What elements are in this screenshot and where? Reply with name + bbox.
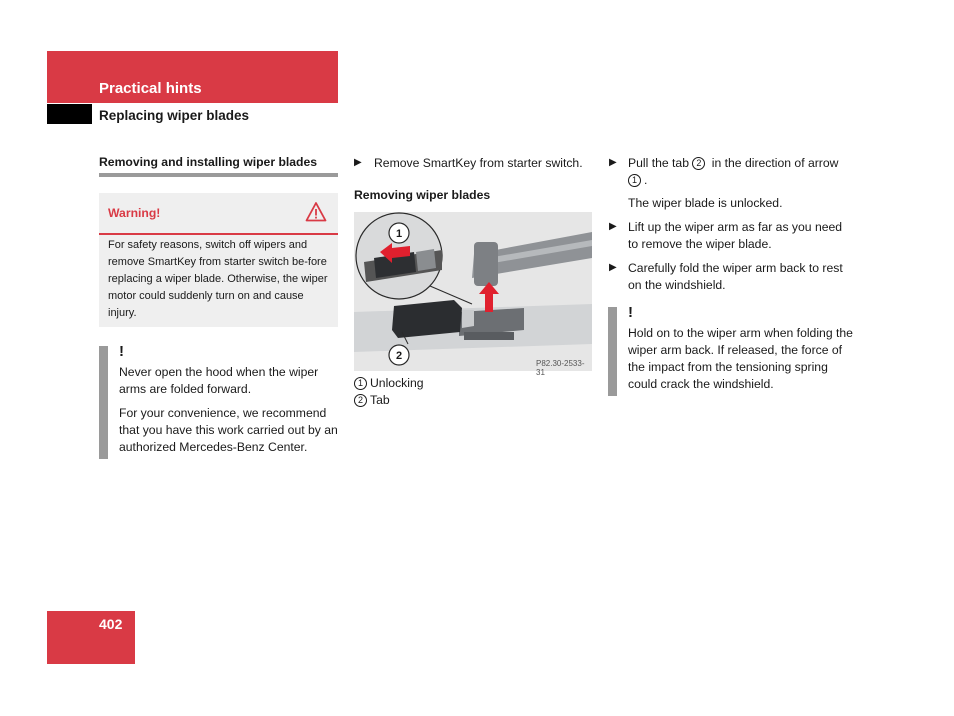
step-remove-smartkey: Remove SmartKey from starter switch. bbox=[374, 156, 583, 170]
inline-number: 1 bbox=[628, 174, 641, 187]
step-pull-tab: Pull the tab 2 in the direction of arrow 1 . bbox=[628, 156, 839, 187]
legend-item bbox=[354, 375, 424, 392]
warning-triangle-icon bbox=[305, 201, 327, 223]
legend-label: Tab bbox=[370, 393, 390, 407]
bullet-icon: ▶ bbox=[354, 157, 362, 168]
legend-label: Unlocking bbox=[370, 376, 424, 390]
wiper-illustration bbox=[354, 212, 592, 371]
warning-title: Warning! bbox=[108, 206, 161, 220]
result-text: The wiper blade is unlocked. bbox=[628, 196, 783, 210]
heading-rule bbox=[99, 173, 338, 177]
bullet-icon: ▶ bbox=[609, 157, 617, 168]
column1-heading: Removing and installing wiper blades bbox=[99, 155, 318, 169]
column2-subheading: Removing wiper blades bbox=[354, 188, 491, 202]
step-lift-arm: Lift up the wiper arm as far as you need to remove the wiper blade. bbox=[628, 220, 843, 251]
step-fold-arm: Carefully fold the wiper arm back to rest on the windshield. bbox=[628, 261, 843, 292]
legend-item bbox=[354, 392, 390, 409]
note-bar bbox=[99, 346, 108, 459]
legend-number: 1 bbox=[354, 377, 367, 390]
section-tab-marker bbox=[47, 104, 92, 124]
note-bar bbox=[608, 307, 617, 396]
note-exclamation-icon: ! bbox=[119, 343, 124, 360]
note-exclamation-icon: ! bbox=[628, 304, 633, 321]
warning-box bbox=[99, 193, 338, 327]
warning-text: For safety reasons, switch off wipers and remove SmartKey from starter switch be-fore replacing a wiper blade. Otherwise, the wiper motor could suddenly turn on and cause injury. bbox=[108, 239, 328, 319]
wiper-blade-figure bbox=[354, 212, 592, 377]
subsection-title: Replacing wiper blades bbox=[99, 108, 250, 123]
figure-callout-2: 2 bbox=[395, 350, 403, 362]
note-paragraph: For your convenience, we recommend that you have this work carried out by an authorized Mercedes-Benz Center. bbox=[119, 406, 338, 454]
note-paragraph: Never open the hood when the wiper arms are folded forward. bbox=[119, 365, 319, 396]
legend-number: 2 bbox=[354, 394, 367, 407]
inline-number: 2 bbox=[692, 157, 705, 170]
section-title: Practical hints bbox=[99, 80, 202, 97]
figure-code: P82.30-2533-31 bbox=[536, 359, 585, 377]
figure-callout-1: 1 bbox=[395, 228, 403, 240]
bullet-icon: ▶ bbox=[609, 221, 617, 232]
page-number: 402 bbox=[99, 616, 123, 632]
note-text: Hold on to the wiper arm when folding the wiper arm back. If released, the force of the impact from the tensioning spring could crack the windshield. bbox=[628, 326, 853, 391]
bullet-icon: ▶ bbox=[609, 262, 617, 273]
